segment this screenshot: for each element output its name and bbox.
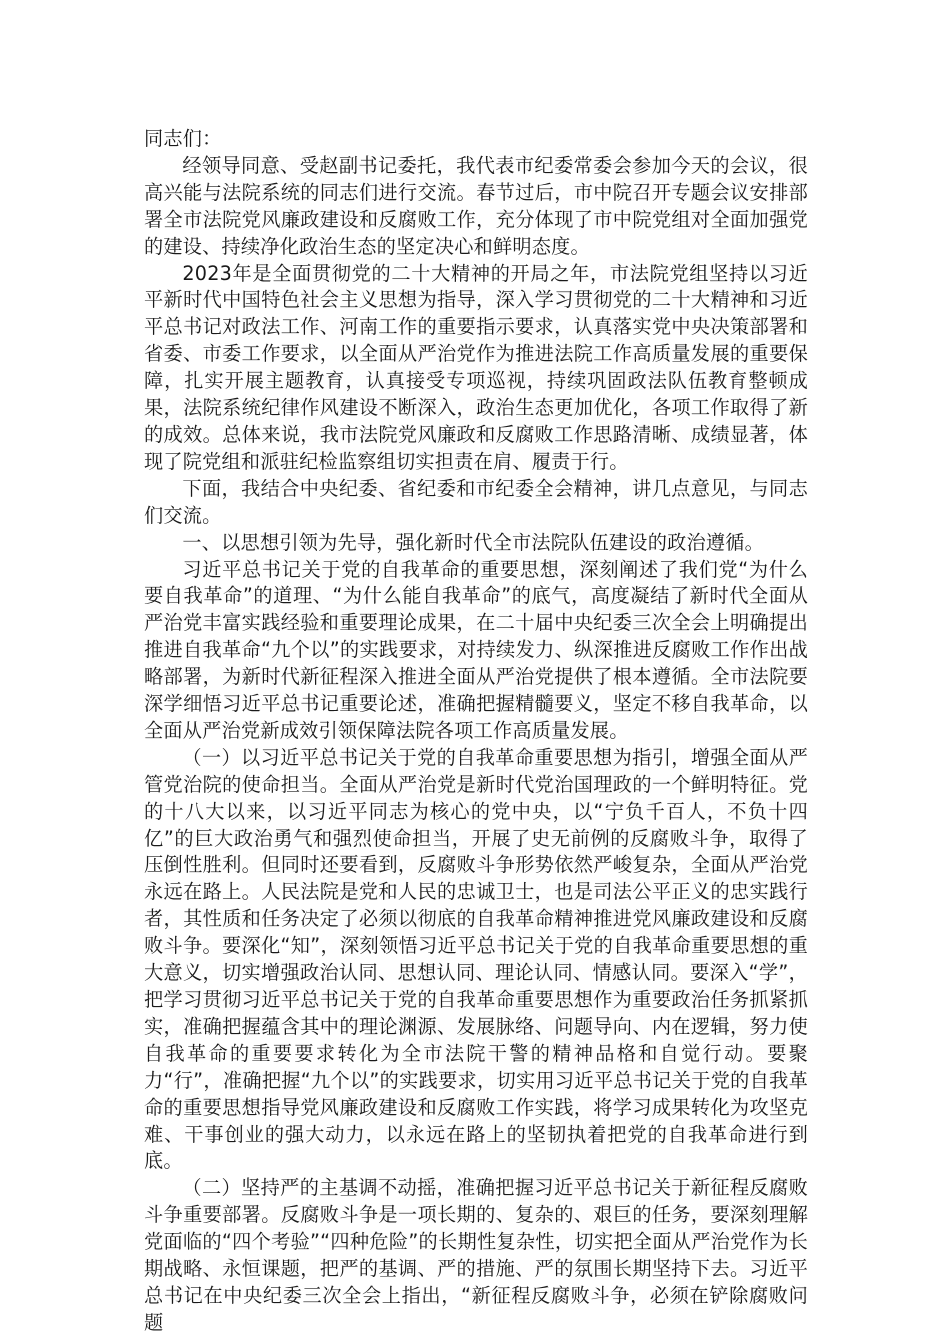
paragraph-self-revolution: 习近平总书记关于党的自我革命的重要思想，深刻阐述了我们党“为什么要自我革命”的道理、“为什么能自我革命”的底气，高度凝结了新时代全面从严治党丰富实践经验和重要理论成果，在二十届中央纪委三次全会上明确提出推进自我革命“九个以”的实践要求，对持续发力、纵深推进反腐败工作作出战略部署，为新时代新征程深入推进全面从严治党提供了根本遵循。全市法院要深学细悟习近平总书记重要论述，准确把握精髓要义，坚定不移自我革命，以全面从严治党新成效引领保障法院各项工作高质量发展。 <box>144 557 808 742</box>
subsection-1: （一）以习近平总书记关于党的自我革命重要思想为指引，增强全面从严管党治院的使命担当。全面从严治党是新时代党治国理政的一个鲜明特征。党的十八大以来，以习近平同志为核心的党中央，以“宁负千百人，不负十四亿”的巨大政治勇气和强烈使命担当，开展了史无前例的反腐败斗争，取得了压倒性胜利。但同时还要看到，反腐败斗争形势依然严峻复杂，全面从严治党永远在路上。人民法院是党和人民的忠诚卫士，也是司法公平正义的忠实践行者，其性质和任务决定了必须以彻底的自我革命精神推进党风廉政建设和反腐败斗争。要深化“知”，深刻领悟习近平总书记关于党的自我革命重要思想的重大意义，切实增强政治认同、思想认同、理论认同、情感认同。要深入“学”，把学习贯彻习近平总书记关于党的自我革命重要思想作为重要政治任务抓紧抓实，准确把握蕴含其中的理论渊源、发展脉络、问题导向、内在逻辑，努力使自我革命的重要要求转化为全市法院干警的精神品格和自觉行动。要聚力“行”，准确把握“九个以”的实践要求，切实用习近平总书记关于党的自我革命的重要思想指导党风廉政建设和反腐败工作实践，将学习成果转化为攻坚克难、干事创业的强大动力，以永远在路上的坚韧执着把党的自我革命进行到底。 <box>144 745 808 1173</box>
paragraph-2023-review: 2023年是全面贯彻党的二十大精神的开局之年，市法院党组坚持以习近平新时代中国特色社会主义思想为指导，深入学习贯彻党的二十大精神和习近平总书记对政法工作、河南工作的重要指示要求，认真落实党中央决策部署和省委、市委工作要求，以全面从严治党作为推进法院工作高质量发展的重要保障，扎实开展主题教育，认真接受专项巡视，持续巩固政法队伍教育整顿成果，法院系统纪律作风建设不断深入，政治生态更加优化，各项工作取得了新的成效。总体来说，我市法院党风廉政和反腐败工作思路清晰、成绩显著，体现了院党组和派驻纪检监察组切实担责在肩、履责于行。 <box>144 261 808 473</box>
paragraph-intro: 经领导同意、受赵副书记委托，我代表市纪委常委会参加今天的会议，很高兴能与法院系统的同志们进行交流。春节过后，市中院召开专题会议安排部署全市法院党风廉政建设和反腐败工作，充分体现了市中院党组对全面加强党的建设、持续净化政治生态的坚定决心和鲜明态度。 <box>144 153 808 258</box>
salutation: 同志们： <box>144 127 222 150</box>
subsection-2: （二）坚持严的主基调不动摇，准确把握习近平总书记关于新征程反腐败斗争重要部署。反腐败斗争是一项长期的、复杂的、艰巨的任务，要深刻理解党面临的“四个考验”“四种危险”的长期性复杂性，切实把全面从严治党作为长期战略、永恒课题，把严的基调、严的措施、严的氛围长期坚持下去。习近平总书记在中央纪委三次全会上指出，“新征程反腐败斗争，必须在铲除腐败问题 <box>144 1176 808 1334</box>
section-heading-1: 一、以思想引领为先导，强化新时代全市法院队伍建设的政治遵循。 <box>182 530 765 554</box>
paragraph-transition: 下面，我结合中央纪委、省纪委和市纪委全会精神，讲几点意见，与同志们交流。 <box>144 476 808 527</box>
document-body <box>144 126 808 1337</box>
